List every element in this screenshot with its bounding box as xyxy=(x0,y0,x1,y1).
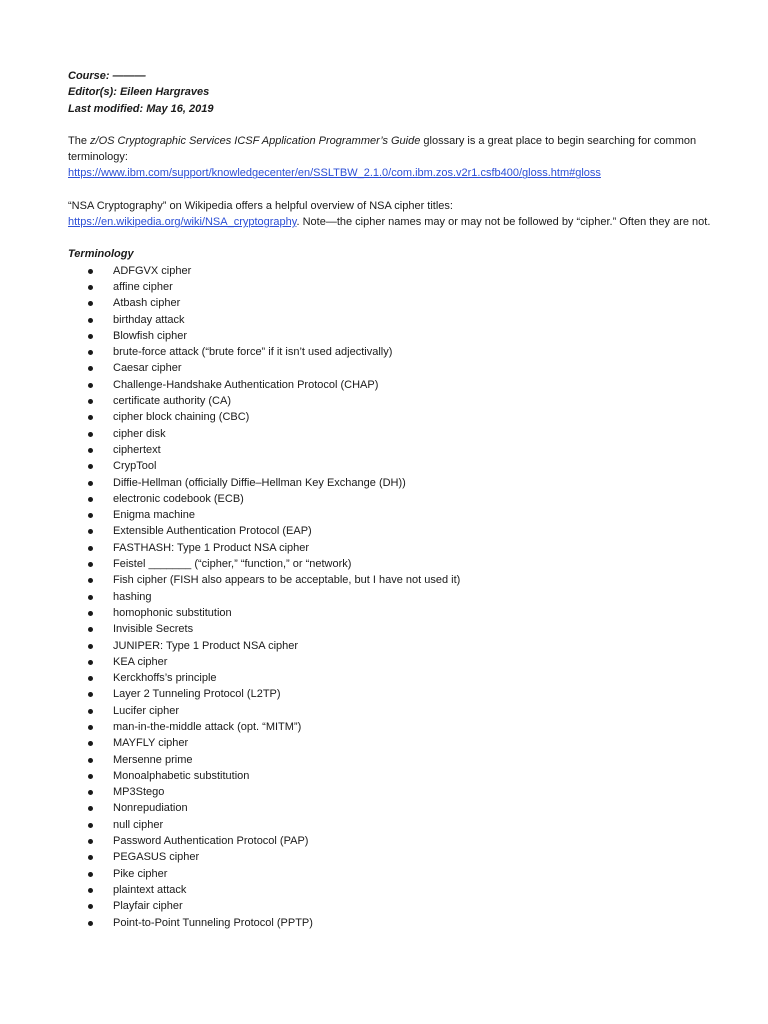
bullet-icon xyxy=(88,660,93,665)
list-item xyxy=(68,360,718,376)
editors-line: Editor(s): Eileen Hargraves xyxy=(68,86,210,99)
bullet-icon xyxy=(88,921,93,926)
list-item-text: Blowfish cipher xyxy=(113,329,187,342)
bullet-icon xyxy=(88,888,93,893)
list-item-text: Nonrepudiation xyxy=(113,802,188,815)
list-item xyxy=(68,507,718,523)
list-item xyxy=(68,312,718,328)
bullet-icon xyxy=(88,872,93,877)
list-item xyxy=(68,344,718,360)
bullet-icon xyxy=(88,529,93,534)
list-item-text: affine cipher xyxy=(113,280,173,293)
bullet-icon xyxy=(88,448,93,453)
bullet-icon xyxy=(88,692,93,697)
bullet-icon xyxy=(88,497,93,502)
list-item xyxy=(68,556,718,572)
list-item xyxy=(68,475,718,491)
list-item xyxy=(68,605,718,621)
bullet-icon xyxy=(88,318,93,323)
intro-paragraph xyxy=(68,133,718,182)
list-item xyxy=(68,638,718,654)
list-item xyxy=(68,393,718,409)
list-item-text: Atbash cipher xyxy=(113,297,181,310)
list-item xyxy=(68,426,718,442)
ibm-glossary-link[interactable]: https://www.ibm.com/support/knowledgecenter/en/SSLTBW_2.1.0/com.ibm.zos.v2r1.csfb400/gloss.htm#gloss xyxy=(68,167,601,180)
list-item-text: hashing xyxy=(113,590,152,603)
list-item xyxy=(68,409,718,425)
list-item xyxy=(68,377,718,393)
bullet-icon xyxy=(88,595,93,600)
bullet-icon xyxy=(88,432,93,437)
wikipedia-link[interactable]: https://en.wikipedia.org/wiki/NSA_cryptography xyxy=(68,216,297,229)
list-item-text: electronic codebook (ECB) xyxy=(113,492,244,505)
list-item xyxy=(68,263,718,279)
list-item xyxy=(68,882,718,898)
list-item xyxy=(68,540,718,556)
bullet-icon xyxy=(88,464,93,469)
bullet-icon xyxy=(88,399,93,404)
list-item xyxy=(68,898,718,914)
list-item-text: Lucifer cipher xyxy=(113,704,180,717)
list-item-text: Fish cipher (FISH also appears to be acceptable, but I have not used it) xyxy=(113,574,461,587)
bullet-icon xyxy=(88,350,93,355)
list-item-text: Pike cipher xyxy=(113,867,168,880)
bullet-icon xyxy=(88,839,93,844)
list-item-text: KEA cipher xyxy=(113,655,168,668)
list-item-text: Challenge-Handshake Authentication Protocol (CHAP) xyxy=(113,378,379,391)
bullet-icon xyxy=(88,334,93,339)
bullet-icon xyxy=(88,285,93,290)
list-item-text: Layer 2 Tunneling Protocol (L2TP) xyxy=(113,688,281,701)
list-item-text: Diffie-Hellman (officially Diffie–Hellman Key Exchange (DH)) xyxy=(113,476,406,489)
bullet-icon xyxy=(88,627,93,632)
terminology-heading: Terminology xyxy=(68,248,134,261)
list-item-text: Extensible Authentication Protocol (EAP) xyxy=(113,525,312,538)
list-item xyxy=(68,866,718,882)
course-line: Course: ——— xyxy=(68,70,146,82)
list-item xyxy=(68,621,718,637)
bullet-icon xyxy=(88,725,93,730)
list-item-text: certificate authority (CA) xyxy=(113,395,231,408)
bullet-icon xyxy=(88,741,93,746)
bullet-icon xyxy=(88,269,93,274)
list-item xyxy=(68,915,718,931)
list-item-text: cipher disk xyxy=(113,427,166,440)
bullet-icon xyxy=(88,904,93,909)
bullet-icon xyxy=(88,676,93,681)
list-item-text: birthday attack xyxy=(113,313,185,326)
bullet-icon xyxy=(88,855,93,860)
list-item-text: Invisible Secrets xyxy=(113,623,194,636)
list-item xyxy=(68,784,718,800)
list-item-text: Caesar cipher xyxy=(113,362,182,375)
list-item xyxy=(68,523,718,539)
list-item xyxy=(68,572,718,588)
bullet-icon xyxy=(88,790,93,795)
bullet-icon xyxy=(88,366,93,371)
wiki-note-text: . Note—the cipher names may or may not be followed by “cipher.” Often they are not. xyxy=(296,216,711,229)
list-item-text: MP3Stego xyxy=(113,786,165,799)
list-item-text: PEGASUS cipher xyxy=(113,851,200,864)
list-item xyxy=(68,458,718,474)
last-modified-line: Last modified: May 16, 2019 xyxy=(68,102,214,115)
terminology-list xyxy=(68,263,718,931)
list-item xyxy=(68,768,718,784)
bullet-icon xyxy=(88,301,93,306)
list-item-text: Kerckhoffs’s principle xyxy=(113,672,217,685)
list-item-text: man-in-the-middle attack (opt. “MITM”) xyxy=(113,720,302,733)
list-item xyxy=(68,279,718,295)
list-item-text: ADFGVX cipher xyxy=(113,264,192,277)
list-item xyxy=(68,589,718,605)
list-item-text: Feistel _______ (“cipher,” “function,” or “network) xyxy=(113,558,352,571)
list-item xyxy=(68,670,718,686)
list-item-text: MAYFLY cipher xyxy=(113,737,189,750)
list-item-text: Enigma machine xyxy=(113,509,195,522)
list-item xyxy=(68,686,718,702)
list-item xyxy=(68,752,718,768)
list-item-text: brute-force attack (“brute force” if it isn’t used adjectivally) xyxy=(113,346,393,359)
list-item-text: ciphertext xyxy=(113,443,161,456)
list-item xyxy=(68,833,718,849)
list-item xyxy=(68,735,718,751)
list-item-text: Playfair cipher xyxy=(113,900,183,913)
list-item-text: plaintext attack xyxy=(113,883,187,896)
bullet-icon xyxy=(88,774,93,779)
list-item-text: Password Authentication Protocol (PAP) xyxy=(113,835,309,848)
list-item-text: Mersenne prime xyxy=(113,753,193,766)
wiki-paragraph xyxy=(68,198,718,231)
list-item-text: null cipher xyxy=(113,818,164,831)
list-item xyxy=(68,719,718,735)
bullet-icon xyxy=(88,806,93,811)
bullet-icon xyxy=(88,513,93,518)
document-content xyxy=(68,68,718,931)
bullet-icon xyxy=(88,611,93,616)
list-item xyxy=(68,491,718,507)
list-item-text: cipher block chaining (CBC) xyxy=(113,411,250,424)
intro-suffix: glossary is a great place to begin searching for common terminology: xyxy=(68,134,697,164)
list-item xyxy=(68,442,718,458)
intro-prefix: The xyxy=(68,134,91,147)
bullet-icon xyxy=(88,758,93,763)
list-item xyxy=(68,817,718,833)
wiki-intro-text: “NSA Cryptography” on Wikipedia offers a helpful overview of NSA cipher titles: xyxy=(68,199,453,212)
bullet-icon xyxy=(88,415,93,420)
bullet-icon xyxy=(88,578,93,583)
list-item xyxy=(68,328,718,344)
list-item-text: CrypTool xyxy=(113,460,157,473)
list-item xyxy=(68,654,718,670)
bullet-icon xyxy=(88,481,93,486)
bullet-icon xyxy=(88,383,93,388)
list-item xyxy=(68,849,718,865)
guide-title: z/OS Cryptographic Services ICSF Application Programmer’s Guide xyxy=(90,134,421,147)
list-item xyxy=(68,800,718,816)
bullet-icon xyxy=(88,644,93,649)
list-item-text: Monoalphabetic substitution xyxy=(113,769,250,782)
bullet-icon xyxy=(88,546,93,551)
bullet-icon xyxy=(88,823,93,828)
list-item-text: FASTHASH: Type 1 Product NSA cipher xyxy=(113,541,310,554)
bullet-icon xyxy=(88,562,93,567)
list-item-text: JUNIPER: Type 1 Product NSA cipher xyxy=(113,639,299,652)
list-item-text: Point-to-Point Tunneling Protocol (PPTP) xyxy=(113,916,313,929)
bullet-icon xyxy=(88,709,93,714)
list-item-text: homophonic substitution xyxy=(113,606,232,619)
list-item xyxy=(68,295,718,311)
list-item xyxy=(68,703,718,719)
